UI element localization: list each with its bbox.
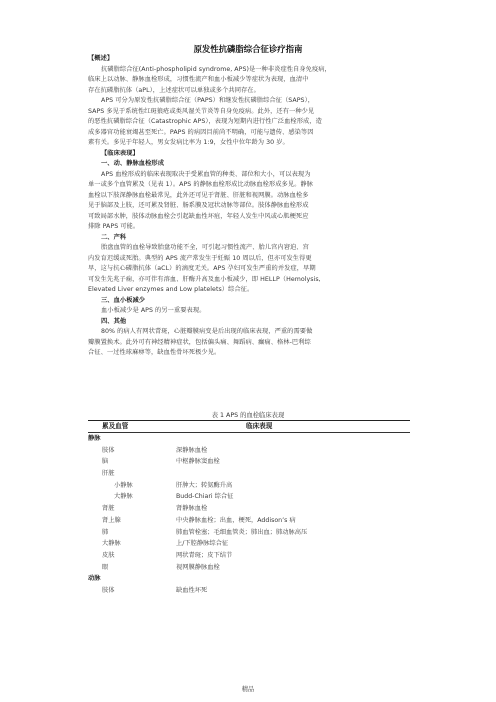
section-heading: 二、产科	[101, 233, 127, 241]
text-line: Elevated Liver enzymes and Low platelets）综合征。	[88, 286, 254, 293]
text-line: 排除 PAPS 可能。	[88, 223, 140, 230]
table-header-vessel: 累及血管	[102, 422, 129, 430]
table-cell-vessel: 肝脏	[102, 470, 115, 478]
text-line: 的恶性抗磷脂综合征（Catastrophic APS），表现为短期内进行性广泛血栓形成，造	[88, 118, 322, 125]
table-caption: 表 1 APS 的血栓临床表现	[211, 412, 285, 419]
body-text	[88, 54, 410, 359]
table-cell-vessel: 皮肤	[102, 551, 115, 559]
text-line: SAPS 多见于系统性红斑狼疮或类风湿关节炎等自身免疫病。此外，还有一种少见	[88, 107, 315, 115]
table-cell-vessel: 肢体	[102, 446, 115, 454]
table-body	[88, 433, 410, 597]
text-line: 可致局部水肿，肢体动脉血栓会引起缺血性坏疽，年轻人发生中风或心肌梗死应	[88, 212, 309, 220]
thrombosis-table	[88, 420, 410, 597]
table-cell-vessel: 动脉	[88, 575, 101, 583]
table-cell-vessel: 大静脉	[114, 493, 133, 501]
table-cell-vessel: 肢体	[102, 586, 115, 594]
table-row	[88, 550, 410, 562]
text-line: 可发生先兆子痫，亦可伴有溶血、肝酶升高及血小板减少，即 HELLP（Hemolysis,	[88, 275, 321, 283]
table-row	[88, 503, 410, 515]
table-row	[88, 562, 410, 574]
page-footer: 精品	[241, 686, 255, 693]
table-row	[88, 585, 410, 597]
text-line: 合征、一过性球麻痹等，缺血性骨坏死极少见。	[88, 349, 221, 356]
text-line: 胎盘血管的血栓导致胎盘功能不全，可引起习惯性流产、胎儿宫内窘迫、宫	[101, 244, 309, 251]
text-line: 成多器官功能衰竭甚至死亡。PAPS 的病因目前尚不明确，可能与遗传、感染等因	[88, 128, 314, 136]
text-line: 瓣膜置换术。此外可有神经精神症状，包括偏头痛、舞蹈病、癫痫、格林-巴利综	[88, 338, 311, 346]
table-section-row	[88, 433, 410, 445]
text-line: 抗磷脂综合征(Anti-phospholipid syndrome, APS)是一种非炎症性自身免疫病，	[101, 65, 331, 73]
table-header-manifestation: 临床表现	[246, 422, 273, 430]
table-cell-manifestation: 中枢静脉窦血栓	[176, 458, 220, 466]
table-cell-vessel: 肾上腺	[102, 516, 121, 524]
table-row	[88, 456, 410, 468]
table-cell-vessel: 小静脉	[114, 481, 133, 489]
table-row	[88, 515, 410, 527]
section-heading: 一、动、静脉血栓形成	[101, 160, 164, 167]
section-heading: 【临床表现】	[101, 149, 139, 157]
text-line: 血小板减少是 APS 的另一重要表现。	[101, 307, 206, 314]
table-header-row	[88, 421, 410, 433]
table-cell-vessel: 大静脉	[102, 540, 121, 548]
section-heading: 【概述】	[88, 55, 114, 62]
table-cell-vessel: 肺	[102, 528, 109, 536]
table-cell-manifestation: 肺血管栓塞；毛细血管炎；肺出血；肺动脉高压	[176, 528, 308, 536]
text-line: 80% 的病人有网状青斑，心脏瓣膜病变是后出现的临床表现，严重的需要做	[101, 328, 313, 335]
table-cell-vessel: 眼	[102, 563, 109, 571]
table-cell-manifestation: 网状青斑；皮下结节	[176, 551, 233, 559]
section-heading: 四、其他	[101, 317, 127, 325]
text-line: 存在抗磷脂抗体（aPL），上述症状可以单独或多个共同存在。	[88, 86, 260, 94]
document-title: 原发性抗磷脂综合征诊疗指南	[193, 44, 303, 54]
text-line: 见于脑部及上肢，还可累及肾脏、肠系膜及冠状动脉等部位。肢体静脉血栓形成	[88, 202, 309, 209]
table-cell-manifestation: Budd-Chiari 综合征	[176, 493, 234, 501]
text-line: 单一或多个血管累及（见表 1）。APS 的静脉血栓形成比动脉血栓形成多见。静脉	[88, 181, 314, 188]
text-line: APS 可分为原发性抗磷脂综合征（PAPS）和继发性抗磷脂综合征（SAPS），	[101, 97, 315, 104]
table-row	[88, 538, 410, 550]
table-cell-vessel: 肾脏	[102, 505, 115, 513]
text-line: 临床上以动脉、静脉血栓形成，习惯性流产和血小板减少等症状为表现，血清中	[88, 76, 309, 83]
table-cell-manifestation: 中央静脉血栓；出血，梗死，Addison’s 病	[176, 516, 296, 524]
table-cell-vessel: 脑	[102, 458, 109, 466]
text-line: 早，这与抗心磷脂抗体（aCL）的滴度无关。APS 孕妇可发生严重的并发症，早期	[88, 265, 316, 272]
text-line: APS 血栓形成的临床表现取决于受累血管的种类、部位和大小，可以表现为	[101, 170, 311, 178]
table-section-row	[88, 573, 410, 585]
table-cell-manifestation: 缺血性坏死	[176, 586, 208, 594]
table-cell-manifestation: 肝肿大；转氨酶升高	[176, 481, 233, 489]
table-row	[88, 491, 410, 503]
table-cell-manifestation: 肾静脉血栓	[176, 505, 208, 513]
table-row	[88, 527, 410, 539]
table-cell-manifestation: 深静脉血栓	[176, 446, 208, 454]
table-cell-vessel: 静脉	[88, 435, 101, 442]
text-line: 素有关。多见于年轻人，男女发病比率为 1:9，女性中位年龄为 30 岁。	[88, 139, 289, 146]
table-row	[88, 468, 410, 480]
table-cell-manifestation: 上/下腔静脉综合征	[176, 540, 229, 548]
text-line: 血栓以下肢深静脉血栓最常见，此外还可见于肾脏、肝脏和视网膜。动脉血栓多	[88, 191, 309, 199]
table-row	[88, 445, 410, 457]
table-cell-manifestation: 视网膜静脉血栓	[176, 563, 220, 571]
text-line: 内发育迟缓或死胎。典型的 APS 流产常发生于妊娠 10 周以后，但亦可发生得更	[88, 254, 312, 262]
table-row	[88, 480, 410, 492]
section-heading: 三、血小板减少	[101, 296, 146, 304]
